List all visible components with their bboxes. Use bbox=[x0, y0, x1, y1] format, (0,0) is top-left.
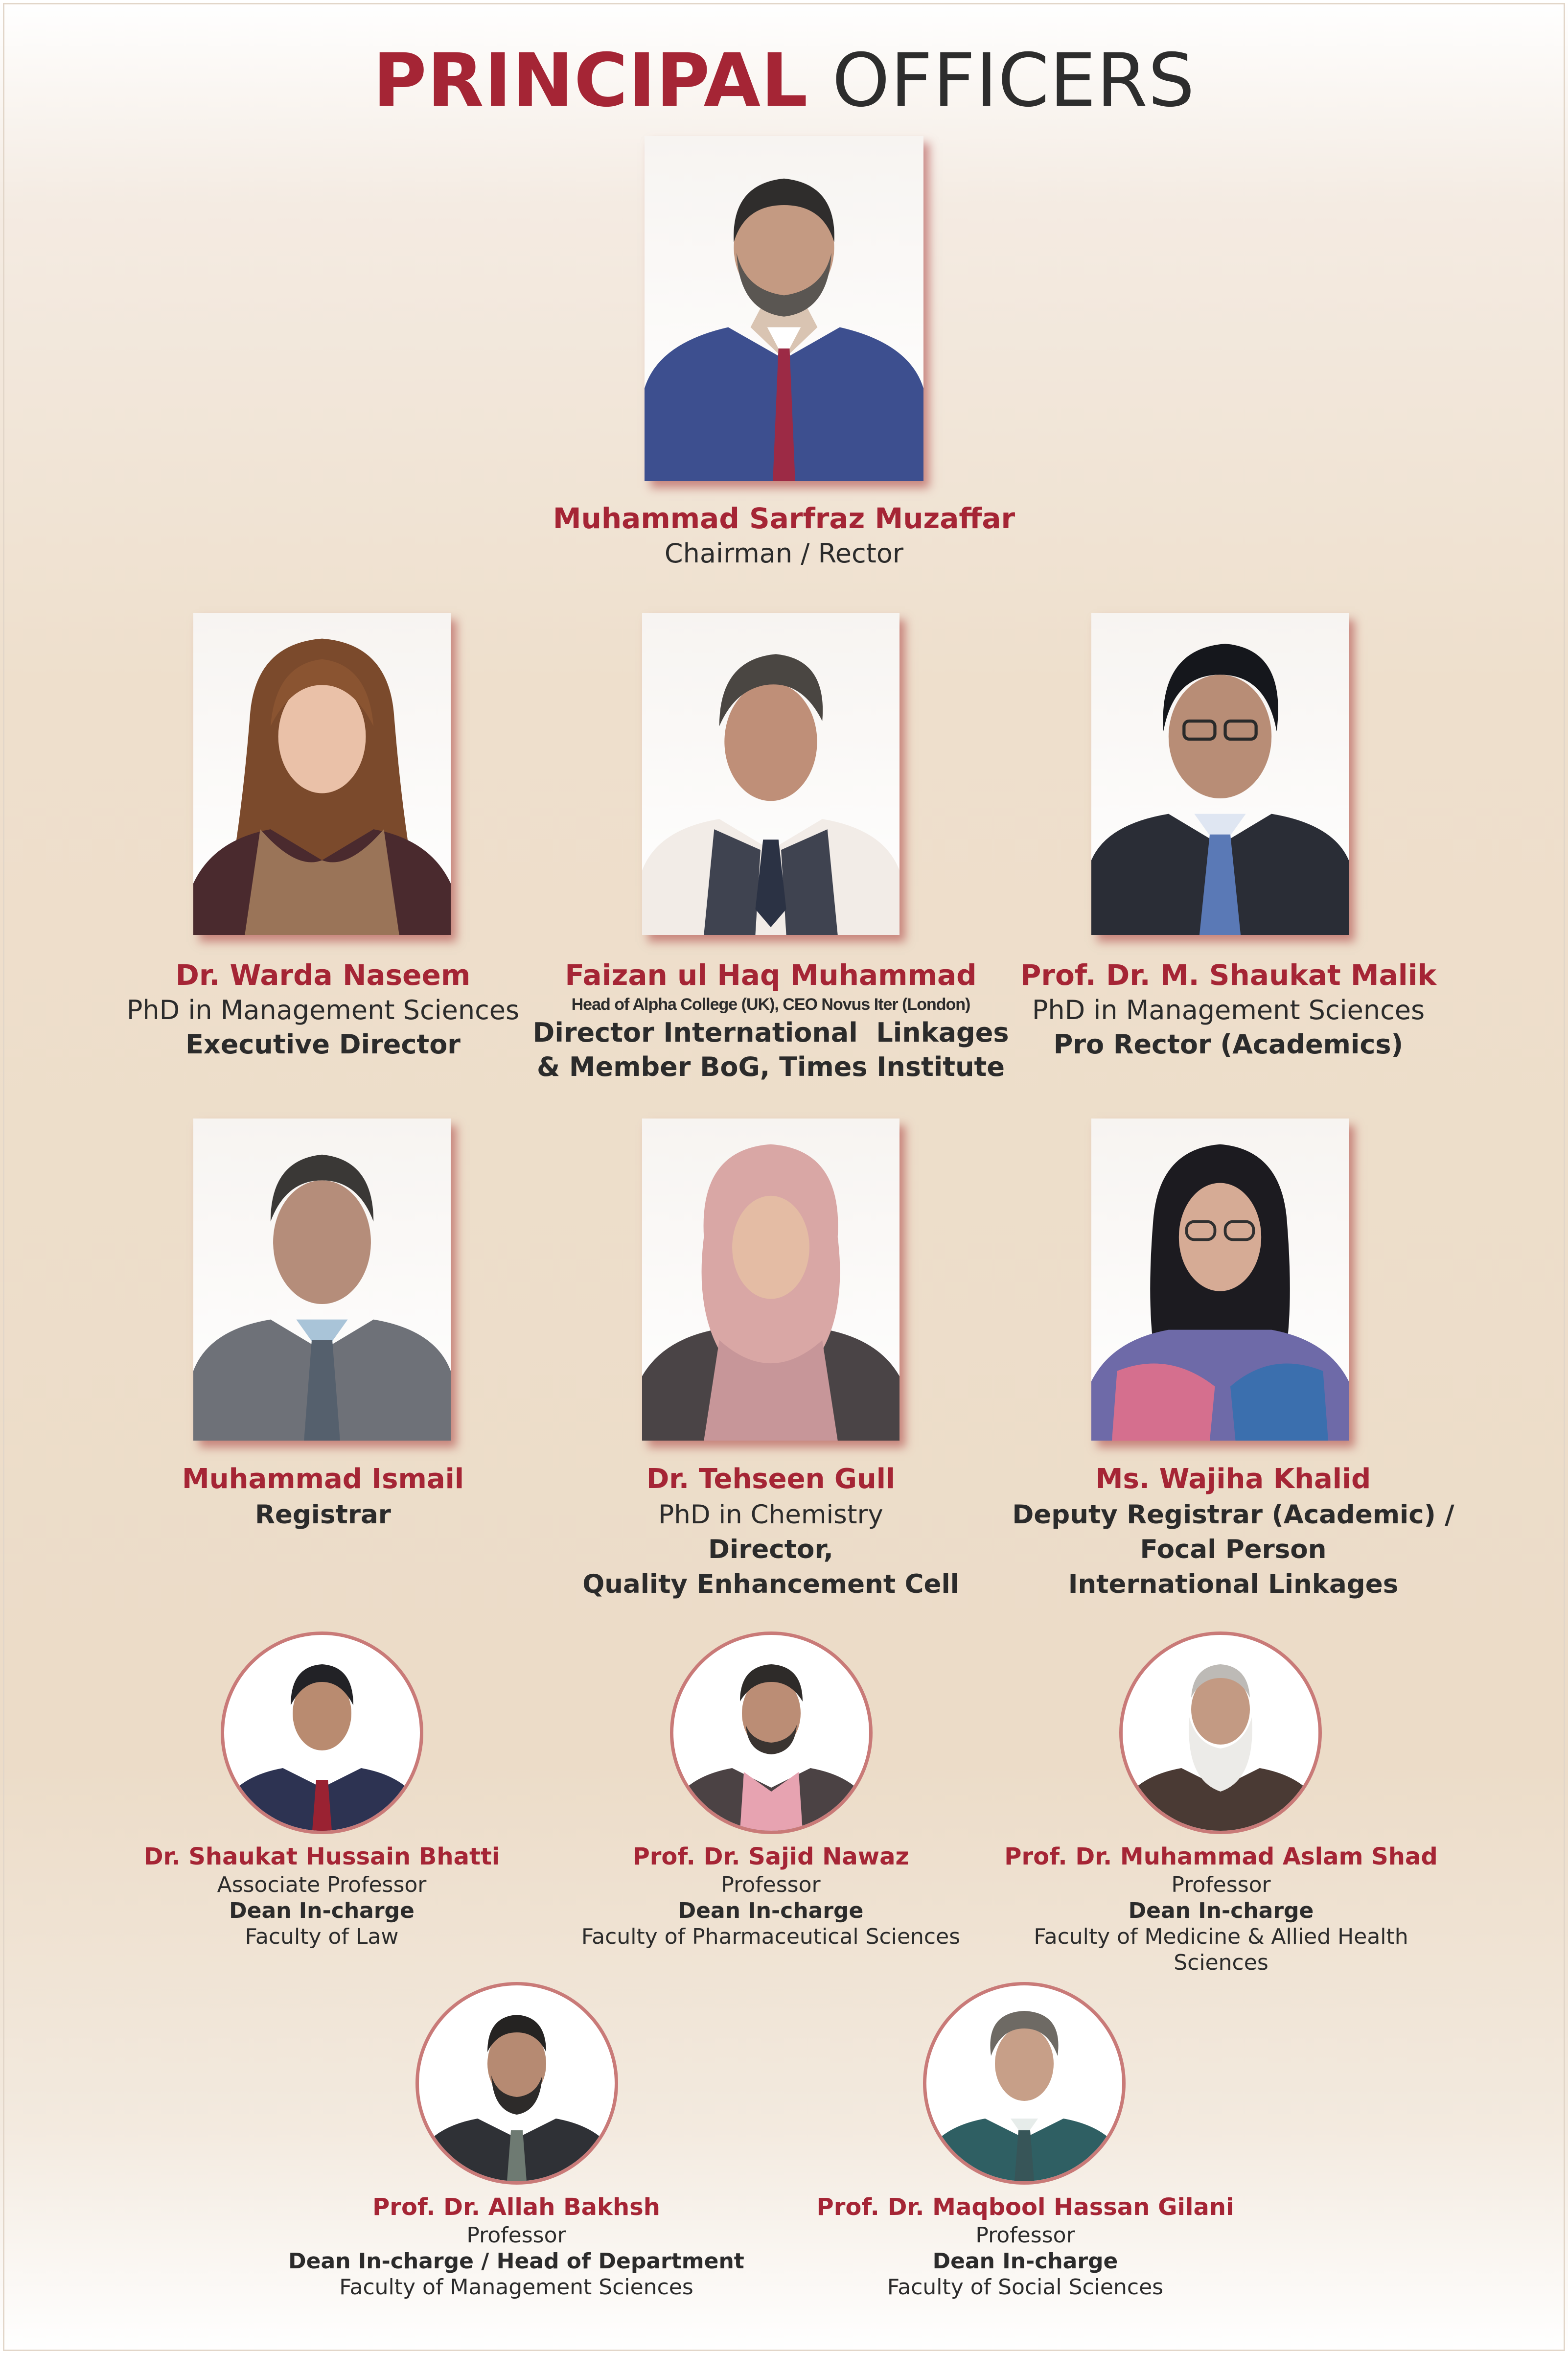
person-role: Registrar bbox=[255, 1500, 391, 1530]
person-title: Professor bbox=[975, 2223, 1075, 2248]
person-silhouette-icon bbox=[193, 613, 451, 935]
person-title: Associate Professor bbox=[217, 1872, 427, 1897]
person-silhouette-icon bbox=[673, 1635, 869, 1831]
person-role: Pro Rector (Academics) bbox=[1053, 1029, 1404, 1060]
person-role-line-2: Focal Person bbox=[1140, 1535, 1327, 1564]
portrait-tehseen-gull bbox=[642, 1119, 899, 1441]
person-silhouette-icon bbox=[1091, 1119, 1349, 1441]
caption-warda-naseem bbox=[64, 957, 582, 1062]
person-role: Dean In-charge bbox=[229, 1898, 415, 1923]
person-role: Dean In-charge bbox=[1128, 1898, 1314, 1923]
portrait-shaukat-malik bbox=[1091, 613, 1349, 935]
person-faculty: Faculty of Law bbox=[245, 1924, 399, 1949]
person-title: Professor bbox=[721, 1872, 821, 1897]
person-qualification: PhD in Chemistry bbox=[658, 1500, 883, 1530]
person-name: Muhammad Sarfraz Muzaffar bbox=[553, 502, 1015, 535]
person-role: Dean In-charge / Head of Department bbox=[288, 2249, 744, 2274]
caption-faizan-ul-haq bbox=[509, 957, 1033, 1084]
person-role: Executive Director bbox=[185, 1029, 461, 1060]
person-role-line-2: & Member BoG, Times Institute bbox=[537, 1051, 1005, 1082]
person-title: Professor bbox=[1171, 1872, 1271, 1897]
person-silhouette-icon bbox=[193, 1119, 451, 1441]
person-name: Faizan ul Haq Muhammad bbox=[565, 958, 977, 992]
person-silhouette-icon bbox=[1091, 613, 1349, 935]
person-role-line-2: Quality Enhancement Cell bbox=[582, 1569, 959, 1599]
person-role-line-1: Director International Linkages bbox=[532, 1017, 1009, 1048]
person-name: Prof. Dr. Sajid Nawaz bbox=[632, 1843, 909, 1870]
caption-sajid-nawaz bbox=[546, 1841, 996, 1950]
title-word-officers: OFFICERS bbox=[832, 38, 1196, 123]
caption-muhammad-aslam-shad bbox=[984, 1841, 1458, 1976]
person-affiliation: Head of Alpha College (UK), CEO Novus Iter (London) bbox=[571, 995, 970, 1014]
caption-chairman bbox=[295, 500, 1273, 571]
portrait-muhammad-aslam-shad bbox=[1119, 1631, 1322, 1834]
person-silhouette-icon bbox=[1123, 1635, 1318, 1831]
portrait-warda-naseem bbox=[193, 613, 451, 935]
person-silhouette-icon bbox=[645, 136, 923, 481]
portrait-shaukat-hussain-bhatti bbox=[221, 1631, 423, 1834]
caption-shaukat-malik bbox=[969, 957, 1488, 1062]
person-faculty: Faculty of Management Sciences bbox=[339, 2275, 693, 2300]
person-silhouette-icon bbox=[224, 1635, 420, 1831]
title-word-principal: PRINCIPAL bbox=[372, 38, 808, 123]
person-faculty: Faculty of Pharmaceutical Sciences bbox=[581, 1924, 961, 1949]
portrait-muhammad-ismail bbox=[193, 1119, 451, 1441]
person-silhouette-icon bbox=[419, 1985, 615, 2181]
portrait-sajid-nawaz bbox=[670, 1631, 873, 1834]
person-silhouette-icon bbox=[642, 613, 899, 935]
person-title: Professor bbox=[466, 2223, 566, 2248]
caption-muhammad-ismail bbox=[64, 1461, 582, 1532]
person-role-line-1: Deputy Registrar (Academic) / bbox=[1012, 1500, 1454, 1530]
person-qualification: PhD in Management Sciences bbox=[1032, 995, 1425, 1026]
person-role: Dean In-charge bbox=[932, 2249, 1118, 2274]
person-name: Prof. Dr. Allah Bakhsh bbox=[372, 2193, 660, 2221]
person-name: Muhammad Ismail bbox=[182, 1463, 464, 1495]
portrait-wajiha-khalid bbox=[1091, 1119, 1349, 1441]
person-name: Prof. Dr. M. Shaukat Malik bbox=[1020, 958, 1437, 992]
caption-shaukat-hussain-bhatti bbox=[98, 1841, 546, 1950]
person-qualification: PhD in Management Sciences bbox=[126, 995, 520, 1026]
person-name: Dr. Shaukat Hussain Bhatti bbox=[143, 1843, 500, 1870]
portrait-allah-bakhsh bbox=[415, 1982, 618, 2185]
caption-tehseen-gull bbox=[509, 1461, 1033, 1602]
person-silhouette-icon bbox=[642, 1119, 899, 1441]
portrait-chairman bbox=[645, 136, 923, 481]
caption-allah-bakhsh bbox=[279, 2192, 754, 2300]
person-name: Dr. Tehseen Gull bbox=[646, 1463, 896, 1495]
person-faculty: Faculty of Social Sciences bbox=[887, 2275, 1164, 2300]
page-title bbox=[0, 38, 1568, 123]
portrait-faizan-ul-haq bbox=[642, 613, 899, 935]
person-name: Prof. Dr. Maqbool Hassan Gilani bbox=[816, 2193, 1234, 2221]
person-name: Dr. Warda Naseem bbox=[175, 958, 471, 992]
person-role-line-1: Director, bbox=[708, 1535, 833, 1564]
person-name: Ms. Wajiha Khalid bbox=[1095, 1463, 1371, 1495]
caption-wajiha-khalid bbox=[969, 1461, 1498, 1602]
caption-maqbool-hassan-gilani bbox=[793, 2192, 1258, 2300]
person-name: Prof. Dr. Muhammad Aslam Shad bbox=[1004, 1843, 1438, 1870]
person-silhouette-icon bbox=[926, 1985, 1122, 2181]
person-faculty: Faculty of Medicine & Allied Health Sciences bbox=[1034, 1924, 1408, 1975]
person-role: Dean In-charge bbox=[678, 1898, 864, 1923]
person-role: Chairman / Rector bbox=[664, 538, 904, 569]
portrait-maqbool-hassan-gilani bbox=[923, 1982, 1126, 2185]
person-role-line-3: International Linkages bbox=[1068, 1569, 1399, 1599]
